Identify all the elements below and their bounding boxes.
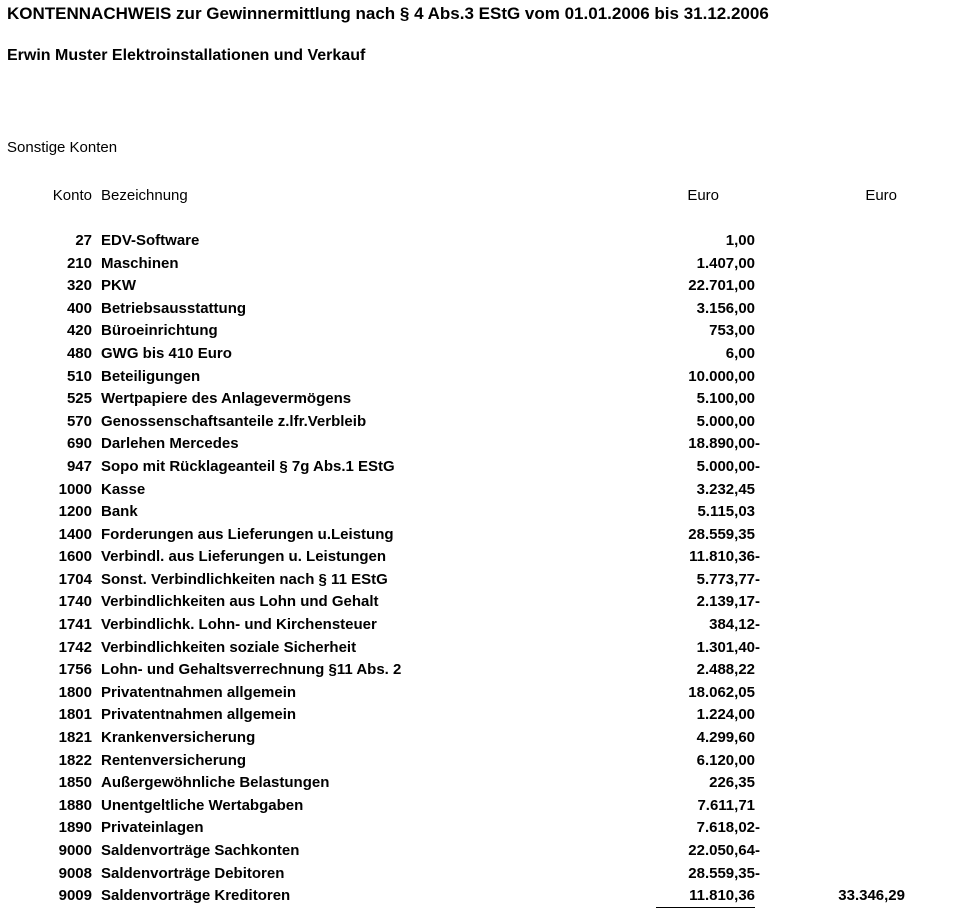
konto-cell: 27 (75, 231, 92, 249)
euro-1-cell (656, 682, 763, 705)
euro-2-cell (763, 750, 913, 773)
section-heading: Sonstige Konten (7, 139, 118, 156)
euro-1-amount: 2.139,17 (696, 593, 755, 611)
euro-2-sign (905, 817, 913, 840)
euro-2-cell (763, 637, 913, 660)
konto-cell: 947 (66, 457, 92, 475)
euro-2-cell (763, 343, 913, 366)
euro-1-cell (656, 501, 763, 524)
euro-1-sign: - (755, 593, 760, 611)
euro-1-sign (755, 388, 763, 411)
euro-2-sign (905, 885, 913, 908)
euro-2-sign (905, 253, 913, 276)
euro-2-cell (763, 614, 913, 637)
euro-1-sign: - (755, 457, 760, 475)
euro-1-amount: 22.050,64 (688, 842, 755, 860)
konto-cell: 210 (66, 254, 92, 272)
konto-cell: 1880 (58, 796, 92, 814)
euro-1-sign: - (755, 570, 760, 588)
euro-1-amount: 5.100,00 (696, 390, 755, 408)
table-row (0, 546, 913, 569)
euro-1-cell (656, 591, 763, 614)
euro-2-amount (763, 840, 905, 863)
table-row (0, 569, 913, 592)
euro-2-amount (763, 569, 905, 592)
konto-cell: 400 (66, 299, 92, 317)
euro-1-sign (755, 411, 763, 434)
bezeichnung-cell: Verbindlichkeiten soziale Sicherheit (101, 638, 357, 656)
euro-1-amount: 384,12 (709, 616, 755, 634)
euro-2-cell (763, 795, 913, 818)
table-row (0, 704, 913, 727)
konto-cell: 420 (66, 322, 92, 340)
euro-1-amount: 22.701,00 (688, 277, 755, 295)
euro-1-amount: 3.232,45 (696, 480, 755, 498)
page-title: KONTENNACHWEIS zur Gewinnermittlung nach § 4 Abs.3 EStG vom 01.01.2006 bis 31.12.2006 (7, 4, 769, 23)
euro-2-cell (763, 885, 913, 908)
table-header-row (0, 185, 913, 208)
euro-1-sign (755, 795, 763, 818)
euro-1-sign (755, 704, 763, 727)
euro-2-amount (763, 456, 905, 479)
bezeichnung-cell: Privateinlagen (101, 819, 204, 837)
euro-2-sign (905, 433, 913, 456)
euro-1-sign (755, 343, 763, 366)
euro-2-sign (905, 479, 913, 502)
euro-2-sign (905, 727, 913, 750)
euro-1-amount: 5.115,03 (697, 503, 755, 521)
euro-2-cell (763, 659, 913, 682)
konto-cell: 480 (66, 344, 92, 362)
euro-2-amount (763, 727, 905, 750)
euro-2-cell (763, 591, 913, 614)
euro-2-sign (905, 614, 913, 637)
euro-1-sign: - (755, 819, 760, 837)
euro-1-cell (656, 275, 763, 298)
bezeichnung-cell: Privatentnahmen allgemein (101, 706, 297, 724)
euro-2-sign (905, 230, 913, 253)
euro-1-cell (656, 320, 763, 343)
euro-1-amount: 7.618,02 (696, 819, 755, 837)
euro-1-amount: 11.810,36 (656, 885, 755, 908)
euro-2-cell (763, 320, 913, 343)
euro-2-sign (905, 863, 913, 886)
table-row (0, 591, 913, 614)
bezeichnung-cell: Rentenversicherung (101, 751, 247, 769)
euro-2-amount (763, 704, 905, 727)
konto-cell: 1704 (58, 570, 92, 588)
euro-2-sign (905, 501, 913, 524)
euro-2-amount (763, 298, 905, 321)
bezeichnung-cell: PKW (101, 277, 136, 295)
euro-2-amount (763, 817, 905, 840)
euro-1-amount: 11.810,36 (689, 548, 755, 566)
euro-1-cell (656, 817, 763, 840)
table-row (0, 479, 913, 502)
konto-cell: 1801 (58, 706, 92, 724)
bezeichnung-cell: Sonst. Verbindlichkeiten nach § 11 EStG (101, 570, 388, 588)
euro-2-sign (905, 637, 913, 660)
euro-2-sign (905, 275, 913, 298)
euro-1-cell (656, 524, 763, 547)
header-konto: Konto (52, 187, 92, 204)
konto-cell: 1822 (58, 751, 92, 769)
table-row (0, 637, 913, 660)
euro-2-amount (763, 253, 905, 276)
euro-2-cell (763, 704, 913, 727)
euro-2-sign (905, 388, 913, 411)
euro-1-amount: 1,00 (725, 231, 755, 249)
euro-2-amount (763, 366, 905, 389)
euro-1-sign (755, 501, 763, 524)
euro-1-amount: 28.559,35 (688, 864, 755, 882)
bezeichnung-cell: Privatentnahmen allgemein (101, 683, 297, 701)
euro-2-sign (905, 704, 913, 727)
euro-1-cell (656, 569, 763, 592)
euro-1-amount: 6.120,00 (696, 751, 755, 769)
header-bezeichnung: Bezeichnung (101, 187, 188, 204)
euro-1-cell (656, 727, 763, 750)
euro-1-sign (755, 727, 763, 750)
euro-1-sign (755, 885, 763, 908)
euro-2-cell (763, 230, 913, 253)
bezeichnung-cell: Maschinen (101, 254, 179, 272)
table-row (0, 885, 913, 908)
konto-cell: 1890 (58, 819, 92, 837)
euro-2-amount (763, 230, 905, 253)
euro-1-sign: - (755, 435, 760, 453)
bezeichnung-cell: Krankenversicherung (101, 729, 256, 747)
euro-1-amount: 18.890,00 (688, 435, 755, 453)
bezeichnung-cell: Genossenschaftsanteile z.lfr.Verbleib (101, 412, 367, 430)
euro-1-sign (755, 320, 763, 343)
euro-1-sign (755, 253, 763, 276)
euro-2-cell (763, 298, 913, 321)
euro-1-sign (755, 659, 763, 682)
bezeichnung-cell: Büroeinrichtung (101, 322, 218, 340)
konto-cell: 690 (66, 435, 92, 453)
euro-2-sign (905, 569, 913, 592)
header-euro-2: Euro (865, 187, 897, 204)
euro-2-amount (763, 637, 905, 660)
euro-2-sign (905, 840, 913, 863)
euro-1-amount: 1.407,00 (696, 254, 755, 272)
euro-2-amount (763, 343, 905, 366)
euro-1-sign: - (755, 548, 760, 566)
table-row (0, 614, 913, 637)
konto-cell: 1200 (58, 503, 92, 521)
euro-2-cell (763, 366, 913, 389)
euro-2-amount (763, 614, 905, 637)
euro-2-amount (763, 433, 905, 456)
bezeichnung-cell: Verbindl. aus Lieferungen u. Leistungen (101, 548, 387, 566)
bezeichnung-cell: Beteiligungen (101, 367, 201, 385)
euro-2-cell (763, 569, 913, 592)
table-row (0, 817, 913, 840)
euro-1-cell (656, 637, 763, 660)
bezeichnung-cell: GWG bis 410 Euro (101, 344, 232, 362)
euro-1-sign (755, 479, 763, 502)
euro-1-amount: 5.773,77 (696, 570, 755, 588)
konto-cell: 320 (66, 277, 92, 295)
euro-1-sign: - (755, 864, 760, 882)
euro-2-cell (763, 479, 913, 502)
euro-1-cell (656, 885, 763, 908)
euro-1-cell (656, 433, 763, 456)
konto-cell: 1400 (58, 525, 92, 543)
euro-1-amount: 6,00 (725, 344, 755, 362)
euro-1-amount: 2.488,22 (696, 661, 755, 679)
konto-cell: 525 (66, 390, 92, 408)
euro-1-cell (656, 840, 763, 863)
table-row (0, 501, 913, 524)
euro-2-sign (905, 456, 913, 479)
euro-2-cell (763, 433, 913, 456)
euro-2-cell (763, 411, 913, 434)
euro-2-amount (763, 591, 905, 614)
bezeichnung-cell: Unentgeltliche Wertabgaben (101, 796, 304, 814)
bezeichnung-cell: Betriebsausstattung (101, 299, 247, 317)
euro-1-cell (656, 704, 763, 727)
konto-cell: 1850 (58, 774, 92, 792)
table-row (0, 524, 913, 547)
bezeichnung-cell: Lohn- und Gehaltsverrechnung §11 Abs. 2 (101, 661, 402, 679)
euro-1-sign (755, 682, 763, 705)
euro-1-sign (755, 275, 763, 298)
euro-1-cell (656, 772, 763, 795)
euro-1-cell (656, 795, 763, 818)
euro-1-amount: 4.299,60 (696, 729, 755, 747)
euro-2-cell (763, 817, 913, 840)
euro-2-sign (905, 682, 913, 705)
bezeichnung-cell: EDV-Software (101, 231, 200, 249)
euro-2-cell (763, 863, 913, 886)
euro-2-cell (763, 253, 913, 276)
header-euro-1: Euro (687, 187, 719, 204)
table-row (0, 320, 913, 343)
table-row (0, 343, 913, 366)
euro-2-amount (763, 750, 905, 773)
table-row (0, 298, 913, 321)
euro-2-amount (763, 659, 905, 682)
konto-cell: 9008 (58, 864, 92, 882)
table-row (0, 456, 913, 479)
table-row (0, 275, 913, 298)
euro-1-cell (656, 253, 763, 276)
euro-1-cell (656, 546, 763, 569)
bezeichnung-cell: Verbindlichk. Lohn- und Kirchensteuer (101, 616, 377, 634)
konto-cell: 1821 (58, 729, 92, 747)
table-body (0, 230, 913, 908)
konto-cell: 1740 (58, 593, 92, 611)
euro-1-cell (656, 750, 763, 773)
euro-1-sign (755, 524, 763, 547)
euro-1-sign: - (755, 842, 760, 860)
euro-2-sign (905, 659, 913, 682)
konto-cell: 570 (66, 412, 92, 430)
euro-1-sign: - (755, 616, 760, 634)
euro-1-amount: 18.062,05 (688, 683, 755, 701)
euro-2-sign (905, 343, 913, 366)
euro-1-cell (656, 456, 763, 479)
table-row (0, 411, 913, 434)
konto-cell: 1741 (58, 616, 92, 634)
table-row (0, 253, 913, 276)
table-row (0, 366, 913, 389)
euro-2-amount (763, 479, 905, 502)
euro-2-sign (905, 320, 913, 343)
bezeichnung-cell: Wertpapiere des Anlagevermögens (101, 390, 352, 408)
euro-2-sign (905, 772, 913, 795)
bezeichnung-cell: Bank (101, 503, 138, 521)
euro-2-cell (763, 501, 913, 524)
bezeichnung-cell: Kasse (101, 480, 146, 498)
konto-cell: 1600 (58, 548, 92, 566)
bezeichnung-cell: Saldenvorträge Debitoren (101, 864, 285, 882)
euro-1-amount: 3.156,00 (696, 299, 755, 317)
euro-1-amount: 5.000,00 (696, 412, 755, 430)
table-row (0, 863, 913, 886)
euro-1-cell (656, 298, 763, 321)
euro-2-cell (763, 727, 913, 750)
euro-1-cell (656, 659, 763, 682)
euro-1-amount: 1.301,40 (696, 638, 755, 656)
table-row (0, 795, 913, 818)
konto-cell: 1742 (58, 638, 92, 656)
konto-cell: 9009 (58, 887, 92, 905)
euro-1-sign (755, 772, 763, 795)
euro-2-amount (763, 388, 905, 411)
bezeichnung-cell: Saldenvorträge Sachkonten (101, 842, 300, 860)
table-row (0, 659, 913, 682)
euro-1-cell (656, 863, 763, 886)
euro-1-amount: 1.224,00 (696, 706, 755, 724)
euro-2-cell (763, 772, 913, 795)
euro-2-sign (905, 411, 913, 434)
konten-table (0, 185, 913, 908)
euro-2-amount (763, 863, 905, 886)
euro-2-cell (763, 546, 913, 569)
table-row (0, 230, 913, 253)
euro-2-sign (905, 546, 913, 569)
konto-cell: 1000 (58, 480, 92, 498)
euro-2-amount (763, 320, 905, 343)
euro-2-cell (763, 388, 913, 411)
euro-1-amount: 10.000,00 (688, 367, 755, 385)
euro-2-sign (905, 298, 913, 321)
table-row (0, 682, 913, 705)
company-name: Erwin Muster Elektroinstallationen und Verkauf (7, 47, 366, 64)
euro-1-cell (656, 366, 763, 389)
euro-2-sign (905, 750, 913, 773)
table-row (0, 727, 913, 750)
euro-1-sign (755, 750, 763, 773)
euro-1-sign: - (755, 638, 760, 656)
euro-2-amount: 33.346,29 (838, 887, 905, 905)
table-row (0, 388, 913, 411)
euro-2-cell (763, 524, 913, 547)
euro-2-amount (763, 682, 905, 705)
euro-1-sign (755, 366, 763, 389)
euro-1-amount: 5.000,00 (696, 457, 755, 475)
euro-2-amount (763, 501, 905, 524)
euro-2-sign (905, 591, 913, 614)
euro-1-cell (656, 479, 763, 502)
table-row (0, 750, 913, 773)
euro-2-amount (763, 411, 905, 434)
bezeichnung-cell: Saldenvorträge Kreditoren (101, 887, 291, 905)
konto-cell: 1800 (58, 683, 92, 701)
konto-cell: 510 (66, 367, 92, 385)
euro-1-cell (656, 614, 763, 637)
euro-1-cell (656, 388, 763, 411)
euro-2-cell (763, 840, 913, 863)
euro-1-sign (755, 230, 763, 253)
euro-2-amount (763, 275, 905, 298)
euro-1-amount: 753,00 (709, 322, 755, 340)
euro-2-sign (905, 524, 913, 547)
euro-1-amount: 226,35 (709, 774, 755, 792)
bezeichnung-cell: Verbindlichkeiten aus Lohn und Gehalt (101, 593, 379, 611)
euro-2-amount (763, 795, 905, 818)
euro-2-cell (763, 456, 913, 479)
euro-1-amount: 28.559,35 (688, 525, 755, 543)
euro-1-amount: 7.611,71 (697, 796, 755, 814)
euro-2-sign (905, 366, 913, 389)
euro-1-cell (656, 230, 763, 253)
konto-cell: 1756 (58, 661, 92, 679)
euro-2-cell (763, 275, 913, 298)
table-row (0, 433, 913, 456)
euro-1-sign (755, 298, 763, 321)
bezeichnung-cell: Forderungen aus Lieferungen u.Leistung (101, 525, 394, 543)
euro-2-amount (763, 524, 905, 547)
euro-1-cell (656, 411, 763, 434)
euro-1-cell (656, 343, 763, 366)
bezeichnung-cell: Sopo mit Rücklageanteil § 7g Abs.1 EStG (101, 457, 395, 475)
table-row (0, 840, 913, 863)
konto-cell: 9000 (58, 842, 92, 860)
table-row (0, 772, 913, 795)
euro-2-amount (763, 546, 905, 569)
bezeichnung-cell: Außergewöhnliche Belastungen (101, 774, 330, 792)
euro-2-cell (763, 682, 913, 705)
euro-2-sign (905, 795, 913, 818)
bezeichnung-cell: Darlehen Mercedes (101, 435, 239, 453)
euro-2-amount (763, 772, 905, 795)
